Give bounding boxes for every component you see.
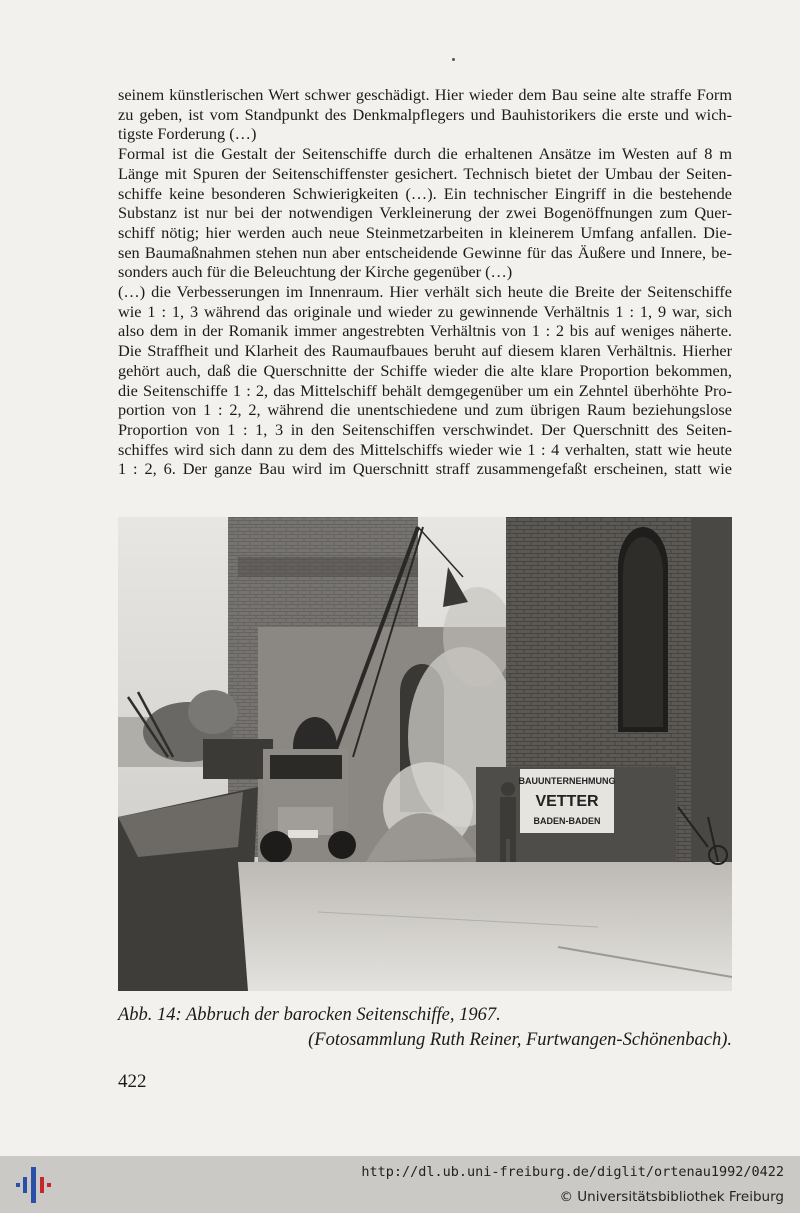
body-line: portion von 1 : 2, 2, während die unentschiedene und zum übrigen Raum beziehungslose xyxy=(118,400,732,420)
photo-illustration xyxy=(118,517,732,991)
page-number: 422 xyxy=(118,1071,147,1092)
body-line: Proportion von 1 : 1, 3 in den Seitenschiffen verschwindet. Der Querschnitt des Seiten- xyxy=(118,419,732,439)
scan-speck xyxy=(452,58,455,61)
body-text xyxy=(118,85,732,479)
body-line: tigste Forderung (…) xyxy=(118,124,257,144)
body-line: also dem in der Romanik immer angestrebten Verhältnis von 1 : 2 bis auf weniges näherte. xyxy=(118,321,732,341)
ub-freiburg-logo-icon xyxy=(14,1165,54,1205)
body-line: schiffes wird sich dann zu dem des Mittelschiffs wieder wie 1 : 4 verhalten, statt wie heute xyxy=(118,439,732,459)
body-line: (…) die Verbesserungen im Innenraum. Hier verhält sich heute die Breite der Seitenschiffe xyxy=(118,282,732,302)
copyright-notice: © Universitätsbibliothek Freiburg xyxy=(559,1189,784,1205)
body-line: die Seitenschiffe 1 : 2, das Mittelschiff behält demgegenüber um ein Zehntel überhöhte Pro- xyxy=(118,380,732,400)
body-line: zu geben, ist vom Standpunkt des Denkmalpflegers und Bauhistorikers die erste und wich- xyxy=(118,104,732,124)
body-line: schiffe keine besonderen Schwierigkeiten (…). Ein technischer Eingriff in die bestehende xyxy=(118,183,732,203)
body-line: sonders auch für die Beleuchtung der Kirche gegenüber (…) xyxy=(118,262,513,282)
sign-line-1: BAUUNTERNEHMUNG xyxy=(518,776,616,786)
figure-caption xyxy=(118,1003,732,1053)
body-line: Länge mit Spuren der Seitenschiffenster gesichert. Technisch bietet der Umbau der Seiten- xyxy=(118,163,732,183)
sign-line-3: BADEN-BADEN xyxy=(533,816,601,826)
sign-line-2: VETTER xyxy=(535,793,599,810)
body-line: seinem künstlerischen Wert schwer geschädigt. Hier wieder dem Bau seine alte straffe Form xyxy=(118,85,732,104)
body-line: gehört auch, daß die Querschnitte der Schiffe wieder die alte klare Proportion bekommen, xyxy=(118,360,732,380)
caption-line-2: (Fotosammlung Ruth Reiner, Furtwangen-Schönenbach). xyxy=(308,1030,732,1050)
body-line: 1 : 2, 6. Der ganze Bau wird im Querschnitt straff zusammengefaßt erscheinen, statt wie xyxy=(118,459,732,479)
caption-line-1: Abb. 14: Abbruch der barocken Seitenschiffe, 1967. xyxy=(118,1005,501,1025)
body-line: wie 1 : 1, 3 während das originale und wieder zu gewinnende Verhältnis 1 : 1, 9 war, sich xyxy=(118,301,732,321)
page-url[interactable]: http://dl.ub.uni-freiburg.de/diglit/ortenau1992/0422 xyxy=(361,1164,784,1180)
body-line: Formal ist die Gestalt der Seitenschiffe durch die erhaltenen Ansätze im Westen auf 8 m xyxy=(118,144,732,164)
demolition-photo xyxy=(118,517,732,991)
body-line: Substanz ist nur bei der notwendigen Verkleinerung der zwei Bogenöffnungen zum Quer- xyxy=(118,203,732,223)
body-line: schiff nötig; hier werden auch neue Steinmetzarbeiten in kleinerem Umfang anfallen. Die- xyxy=(118,222,732,242)
body-line: sen Baumaßnahmen stehen nun aber entscheidende Gewinne für das Äußere und Innere, be- xyxy=(118,242,732,262)
library-footer xyxy=(0,1156,800,1213)
body-line: Die Straffheit und Klarheit des Raumaufbaues beruht auf diesem klaren Verhältnis. Hierher xyxy=(118,341,732,361)
